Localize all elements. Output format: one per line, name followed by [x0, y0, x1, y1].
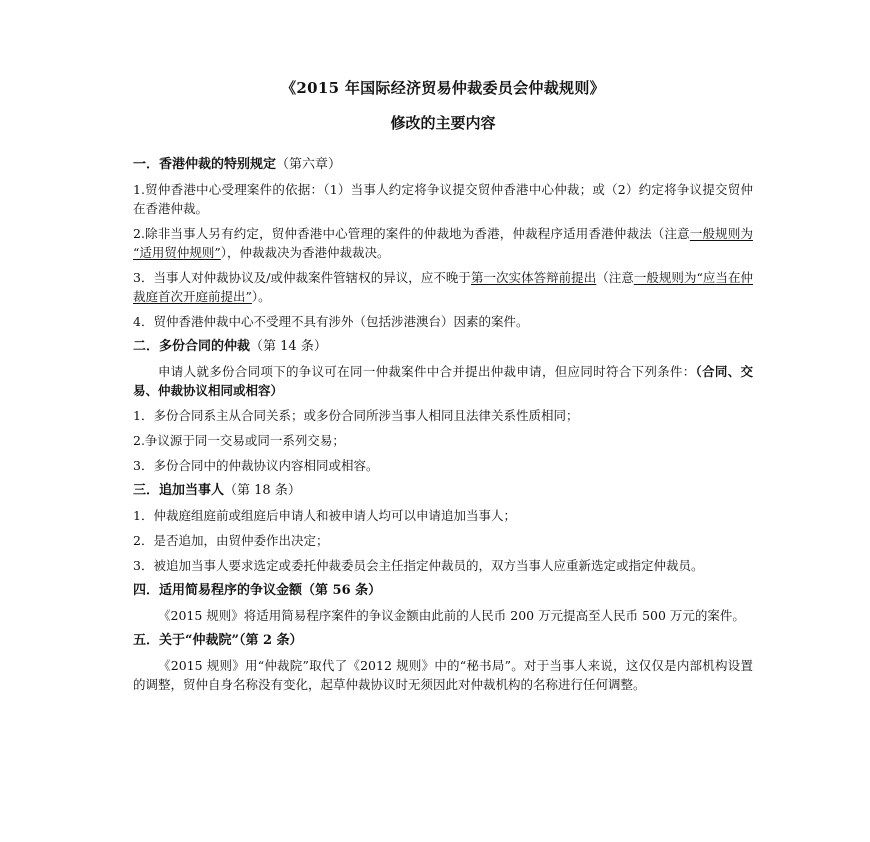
section-2-intro	[133, 362, 753, 400]
underlined-text: 一般规则为“应当在仲裁庭首次开庭前提出”	[133, 270, 753, 304]
bold-text: （合同、交易、仲裁协议相同或相容）	[133, 364, 753, 398]
section-4-body: 《2015 规则》将适用简易程序案件的争议金额由此前的人民币 200 万元提高至人民币 500 万元的案件。	[158, 608, 745, 623]
section-1-heading	[133, 155, 753, 174]
text-run: 2.除非当事人另有约定，贸仲香港中心管理的案件的仲裁地为香港，仲裁程序适用香港仲裁法（注意	[133, 226, 690, 241]
section-2-item-3: 3．多份合同中的仲裁协议内容相同或相容。	[133, 458, 379, 473]
section-3-item-3: 3．被追加当事人要求选定或委托仲裁委员会主任指定仲裁员的，双方当事人应重新选定或指定仲裁员。	[133, 558, 704, 573]
section-3-ref: （第 18 条）	[224, 483, 301, 498]
underlined-text: 第一次实体答辩前提出	[470, 270, 597, 285]
document-content	[133, 77, 753, 700]
section-5-title: 五．关于“仲裁院”（第 2 条）	[133, 633, 303, 648]
document-title: 《2015 年国际经济贸易仲裁委员会仲裁规则》	[281, 79, 605, 97]
document-subtitle: 修改的主要内容	[390, 114, 496, 132]
section-3-heading	[133, 481, 753, 500]
section-2-ref: （第 14 条）	[250, 339, 327, 354]
section-2-item-2: 2.争议源于同一交易或同一系列交易；	[133, 433, 345, 448]
section-2-item-1: 1．多份合同系主从合同关系；或多份合同所涉当事人相同且法律关系性质相同；	[133, 408, 579, 423]
text-run: ），仲裁裁决为香港仲裁裁决。	[220, 245, 390, 260]
text-run: 3．当事人对仲裁协议及/或仲裁案件管辖权的异议，应不晚于	[133, 270, 471, 285]
text-run: 申请人就多份合同项下的争议可在同一仲裁案件中合并提出仲裁申请，但应同时符合下列条件：	[158, 364, 696, 379]
text-run: ）。	[251, 289, 271, 304]
section-5-heading	[133, 631, 753, 650]
section-3-item-2: 2．是否追加，由贸仲委作出决定；	[133, 533, 329, 548]
section-1-ref: （第六章）	[276, 157, 342, 172]
section-1-item-3	[133, 268, 753, 306]
section-1-item-1: 1.贸仲香港中心受理案件的依据：（1）当事人约定将争议提交贸仲香港中心仲裁；或（2）约定将争议提交贸仲在香港仲裁。	[133, 182, 753, 216]
section-1-item-4: 4．贸仲香港仲裁中心不受理不具有涉外（包括涉港澳台）因素的案件。	[133, 314, 529, 329]
section-1-title: 一．香港仲裁的特别规定	[133, 157, 277, 172]
section-4-title: 四．适用简易程序的争议金额（第 56 条）	[133, 583, 382, 598]
section-2-title: 二．多份合同的仲裁	[133, 339, 251, 354]
text-run: （注意	[596, 270, 634, 285]
section-5-body: 《2015 规则》用“仲裁院”取代了《2012 规则》中的“秘书局”。对于当事人来说，这仅仅是内部机构设置的调整，贸仲自身名称没有变化，起草仲裁协议时无须因此对仲裁机构的名称进行任何调整。	[133, 658, 753, 692]
section-1-item-2	[133, 224, 753, 262]
section-4-heading	[133, 581, 753, 600]
section-3-title: 三．追加当事人	[133, 483, 225, 498]
section-3-item-1: 1．仲裁庭组庭前或组庭后申请人和被申请人均可以申请追加当事人；	[133, 508, 516, 523]
section-2-heading	[133, 337, 753, 356]
underlined-text: 一般规则为 “适用贸仲规则”	[133, 226, 753, 260]
